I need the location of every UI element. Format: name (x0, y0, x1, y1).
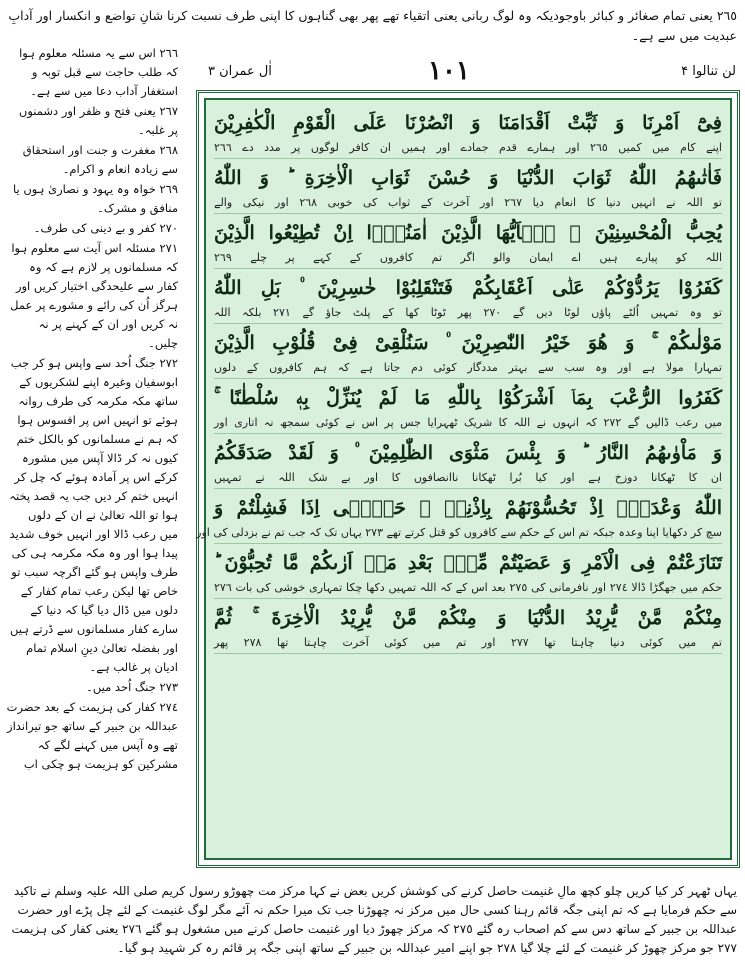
urdu-translation: ان کا ٹھکانا دوزخ ہے اور کیا بُرا ٹھکانا ناانصافوں کا اور بے شک اللہ نے تمہیں (214, 470, 722, 489)
top-footnote: ٢٦٥ یعنی تمام صغائر و کبائر باوجودیکہ وہ لوگ ربانی یعنی اتقیاء تھے پھر بھی گناہوں کا اپنی طرف نسبت کرنا شانِ تواضع و انکسار اور آدابِ عبدیت میں سے ہے۔ (8, 8, 737, 43)
arabic-verse: مِنْكُمْ مَّنْ یُّرِیْدُ الدُّنْیَا وَ مِنْكُمْ مَّنْ یُّرِیْدُ الْاٰخِرَةَ ۚ ثُمَّ (214, 607, 722, 629)
arabic-verse: اللّٰهُ وَعْدَهٗۤ اِذْ تَحُسُّوْنَهُمْ بِاِذْنِهٖ ۚ حَتّٰۤی اِذَا فَشِلْتُمْ وَ (214, 497, 722, 519)
verse-area (196, 98, 732, 860)
urdu-translation: اللہ کو پیارے ہیں اے ایمان والو اگر تم کافروں کے کہے پر چلے ٢٦٩ (214, 250, 722, 269)
sidebar-footnote: ٢٧٢ جنگ اُحد سے واپس ہو کر جب ابوسفیان وغیرہ اپنے لشکریوں کے ساتھ مکہ مکرمہ کی طرف روانہ ہوئے تو انہیں اس پر افسوس ہوا کہ ہم نے مسلمانوں کو بالکل ختم کیوں نہ کر ڈالا آپس میں مشورہ کرکے اس پر آمادہ ہوئے کہ چل کر انہیں ختم کر دیں جب یہ قصد پختہ ہوا تو اللہ تعالیٰ نے ان کے دلوں میں رعب ڈالا اور انہیں خوف شدید پیدا ہوا اور وہ مکہ مکرمہ ہی کی طرف واپس ہو گئے اگرچہ سبب تو خاص تھا لیکن رعب تمام کفار کے دلوں میں ڈال دیا گیا کہ دنیا کے سارے کفار مسلمانوں سے ڈرتے ہیں اور بفضلہ تعالیٰ دینِ اسلام تمام ادیان پر غالب ہے۔ (9, 356, 178, 674)
arabic-verse: فَاٰتٰىهُمُ اللّٰهُ ثَوَابَ الدُّنْیَا وَ حُسْنَ ثَوَابِ الْاٰخِرَةِ ؕ وَ اللّٰهُ (214, 167, 722, 189)
sidebar-footnotes (6, 44, 178, 900)
page-header (200, 56, 740, 90)
bottom-footnote: یہاں ٹھہر کر کیا کریں چلو کچھ مالِ غنیمت حاصل کرنے کی کوشش کریں بعض نے کہا مرکز مت چھوڑو رسول کریم صلی اللہ علیہ وسلم نے تاکید سے حکم فرمایا ہے کہ تم اپنی جگہ قائم رہنا کسی حال میں مرکز نہ چھوڑنا جب تک میرا حکم نہ آئے مگر لوگ غنیمت کے لئے چل پڑے اور حضرت عبداللہ بن جبیر کے ساتھ دس سے کم اصحاب رہ گئے ٢٧٥ کہ مرکز چھوڑ دیا اور غنیمت حاصل کرنے میں مشغول ہو گئے ٢٧٦ یعنی کفار کی ہزیمت ٢٧٧ جو مرکز چھوڑ کر غنیمت کے لئے چلا گیا ٢٧٨ جو اپنے امیر عبداللہ بن جبیر کے ساتھ اپنی جگہ پر قائم رہ کر شہید ہو گیا۔ (11, 884, 737, 955)
sidebar-footnote: ٢٧٤ کفار کی ہزیمت کے بعد حضرت عبداللہ بن جبیر کے ساتھ جو تیرانداز تھے وہ آپس میں کہنے لگے کہ مشرکین کو ہزیمت ہو چکی اب (6, 700, 178, 771)
verse-block (214, 546, 722, 599)
sidebar-footnote: ٢٧٠ کفر و بے دینی کی طرف۔ (33, 221, 178, 235)
surah-label: اٰل عمران ۳ (208, 64, 272, 79)
verse-block (214, 161, 722, 214)
arabic-verse: یُحِبُّ الْمُحْسِنِیْنَ ۠ یٰۤاَیُّهَا الَّذِیْنَ اٰمَنُوْۤا اِنْ تُطِیْعُوا الَّذِیْنَ (214, 222, 722, 244)
page-number: ١٠١ (428, 56, 470, 86)
verse-block (196, 491, 722, 544)
juz-label: لن تنالوا ۴ (681, 64, 736, 79)
sidebar-footnote: ٢٦٨ مغفرت و جنت اور استحقاق سے زیادہ انعام و اکرام۔ (22, 143, 178, 176)
verse-block (214, 601, 722, 654)
arabic-verse: فِیْٓ اَمْرِنَا وَ ثَبِّتْ اَقْدَامَنَا وَ انْصُرْنَا عَلَی الْقَوْمِ الْكٰفِرِیْنَ (214, 112, 722, 134)
arabic-verse: مَوْلٰىكُمْ ۚ وَ هُوَ خَیْرُ النّٰصِرِیْنَ ۠ سَنُلْقِیْ فِیْ قُلُوْبِ الَّذِیْنَ (214, 332, 722, 354)
arabic-verse: وَ مَاْوٰىهُمُ النَّارُ ؕ وَ بِئْسَ مَثْوَی الظّٰلِمِیْنَ ۠ وَ لَقَدْ صَدَقَكُمُ (214, 442, 722, 464)
urdu-translation: سچ کر دکھایا اپنا وعدہ جبکہ تم اس کے حکم سے کافروں کو قتل کرتے تھے ٢٧٣ یہاں تک کہ جب تم نے بزدلی کی اور (214, 525, 722, 544)
verse-block (214, 436, 722, 489)
arabic-verse: كَفَرُوْا یَرُدُّوْكُمْ عَلٰۤی اَعْقَابِكُمْ فَتَنْقَلِبُوْا خٰسِرِیْنَ ۠ بَلِ اللّٰهُ (214, 277, 722, 299)
verse-block (214, 381, 722, 434)
urdu-translation: حکم میں جھگڑا ڈالا ٢٧٤ اور نافرمانی کی ٢٧٥ بعد اس کے کہ اللہ تمہیں دکھا چکا تمہاری خوشی کی بات ٢٧٦ (214, 580, 722, 599)
verse-block (214, 216, 722, 269)
urdu-translation: تو اللہ نے انہیں دنیا کا انعام دیا ٢٦٧ اور آخرت کے ثواب کی خوبی ٢٦٨ اور نیکی والے (214, 195, 722, 214)
quran-text-panel (196, 90, 740, 868)
verse-block (214, 106, 722, 159)
sidebar-footnote: ٢٦٩ خواہ وہ یہود و نصاریٰ ہوں یا منافق و مشرک۔ (12, 182, 178, 215)
urdu-translation: تمہارا مولا ہے اور وہ سب سے بہتر مددگار کوئی دم جاتا ہے کہ ہم کافروں کے دلوں (214, 360, 722, 379)
sidebar-footnote: ٢٦٦ اس سے یہ مسئلہ معلوم ہوا کہ طلب حاجت سے قبل توبہ و استغفار آداب دعا میں سے ہے۔ (19, 46, 178, 98)
urdu-translation: میں رعب ڈالیں گے ٢٧٢ کہ انہوں نے اللہ کا شریک ٹھہرایا جس پر اس نے کوئی سمجھ نہ اتاری اور (214, 415, 722, 434)
urdu-translation: تم میں کوئی دنیا چاہتا تھا ٢٧٧ اور تم میں کوئی آخرت چاہتا تھا ٢٧٨ پھر (214, 635, 722, 654)
arabic-verse: تَنَازَعْتُمْ فِی الْاَمْرِ وَ عَصَیْتُمْ مِّنْۢ بَعْدِ مَاۤ اَرٰىكُمْ مَّا تُحِبُّوْنَ ؕ (214, 552, 722, 574)
verse-block (214, 271, 722, 324)
sidebar-footnote: ٢٧٣ جنگ اُحد میں۔ (86, 680, 178, 694)
sidebar-footnote: ٢٦٧ یعنی فتح و ظفر اور دشمنوں پر غلبہ۔ (18, 104, 178, 137)
urdu-translation: اپنے کام میں کمیں ٢٦٥ اور ہمارے قدم جمادے اور ہمیں ان کافر لوگوں پر مدد دے ٢٦٦ (214, 140, 722, 159)
verse-block (214, 326, 722, 379)
arabic-verse: كَفَرُوا الرُّعْبَ بِمَاۤ اَشْرَكُوْا بِاللّٰهِ مَا لَمْ یُنَزِّلْ بِهٖ سُلْطٰنًا ۚ (214, 387, 722, 409)
sidebar-footnote: ٢٧١ مسئلہ اس آیت سے معلوم ہوا کہ مسلمانوں پر لازم ہے کہ وہ کفار سے علیحدگی اختیار کریں اور ہرگز اُن کی رائے و مشورے پر عمل نہ کریں اور ان کے کہنے پر نہ چلیں۔ (10, 241, 178, 350)
urdu-translation: تو وہ تمہیں اُلٹے پاؤں لوٹا دیں گے ٢٧٠ پھر ٹوٹا کھا کے پلٹ جاؤ گے ٢٧١ بلکہ اللہ (214, 305, 722, 324)
